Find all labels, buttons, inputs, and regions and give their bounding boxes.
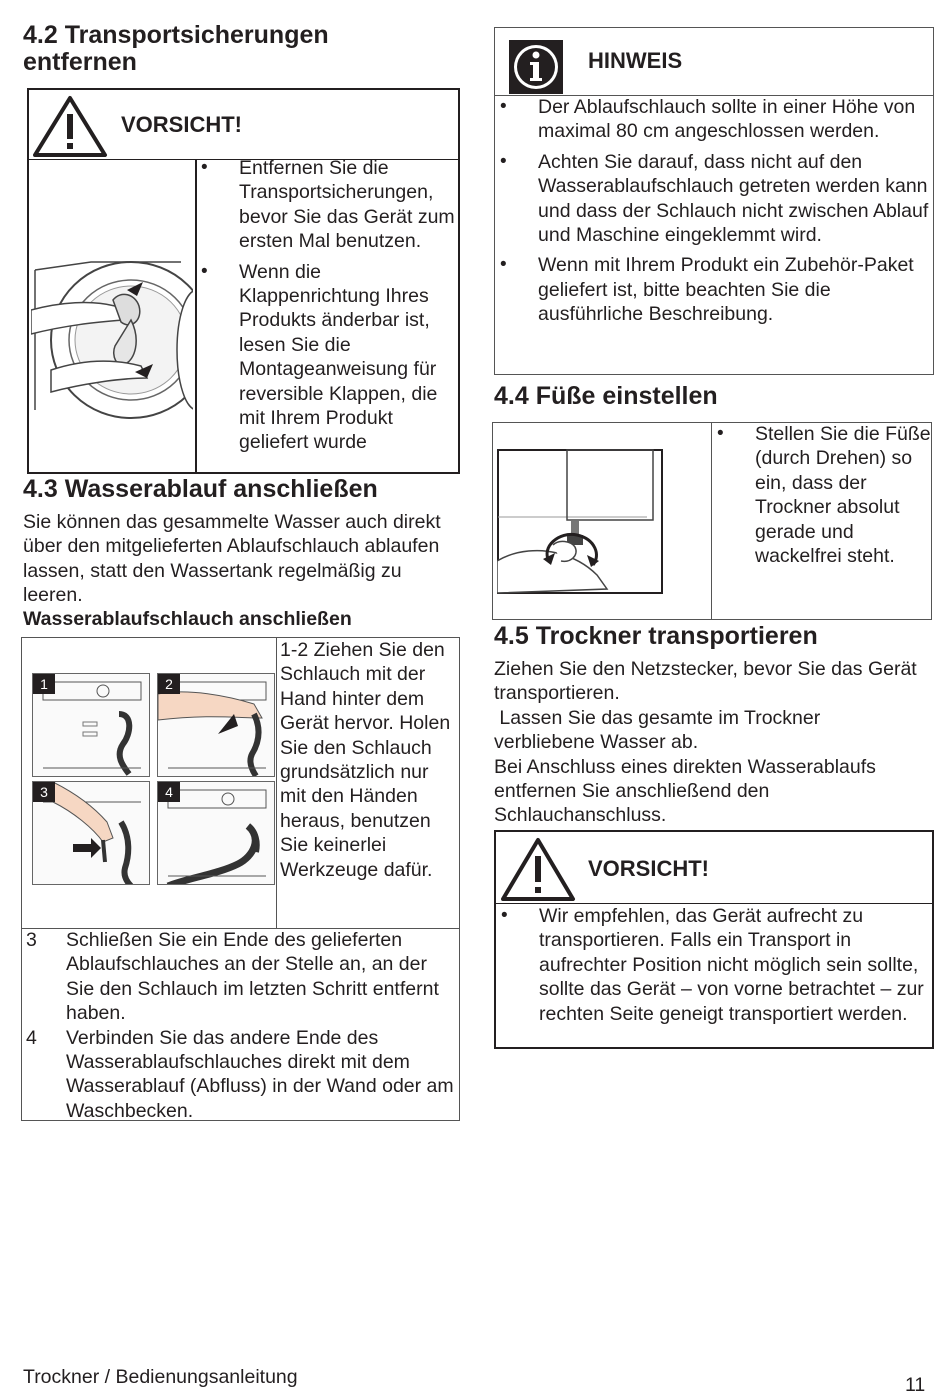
step-1-2-text: 1-2 Ziehen Sie den Schlauch mit der Hand hinter dem Gerät hervor. Holen Sie den Schlauch grundsätzlich nur mit den Händen heraus, benutzen Sie keinerlei Werkzeuge dafür. <box>280 639 451 881</box>
caution-bullet-list <box>196 156 458 461</box>
section-4-2-title-line2: entfernen <box>23 48 137 76</box>
caution-header <box>29 90 458 160</box>
caution-title: VORSICHT! <box>121 112 242 137</box>
table-divider-vertical <box>276 638 277 928</box>
step-text: Schließen Sie ein Ende des gelieferten Ablaufschlauches an der Stelle an, an der Sie den Schlauch im letzten Schritt entfernt haben. <box>66 929 439 1025</box>
section-4-2-title-line1: 4.2 Transportsicherungen <box>23 21 329 49</box>
feet-bullet-list <box>712 422 932 574</box>
step-1-image <box>32 673 150 777</box>
section-4-4-title: 4.4 Füße einstellen <box>494 382 718 410</box>
section-4-3-subtitle: Wasserablaufschlauch anschließen <box>23 608 352 630</box>
caution-title-2: VORSICHT! <box>588 856 709 881</box>
step-label-3: 3 <box>33 782 55 802</box>
caution-header-2 <box>496 832 932 904</box>
footer-title: Trockner / Bedienungsanleitung <box>23 1366 298 1388</box>
caution-box-transport <box>27 88 460 474</box>
page-number: 11 <box>905 1374 926 1395</box>
step-label-2: 2 <box>158 674 180 694</box>
caution-bullet: • Wenn die Klappenrichtung Ihres Produkts änderbar ist, lesen Sie die Montageanweisung für reversible Klappen, die mit Ihrem Produkt geliefert wurde <box>196 260 458 455</box>
step-2-image <box>157 673 275 777</box>
step-number: 4 <box>26 1026 37 1049</box>
note-bullet: • Der Ablaufschlauch sollte in einer Höhe von maximal 80 cm angeschlossen werden. <box>495 95 931 144</box>
note-bullet: • Achten Sie darauf, dass nicht auf den Wasserablaufschlauch getreten werden kann und dass der Schlauch nicht zwischen Ablauf und Maschine eingeklemmt wird. <box>495 150 931 248</box>
section-4-3-intro: Sie können das gesammelte Wasser auch direkt über den mitgelieferten Ablaufschlauch ablaufen lassen, statt den Wassertank regelmäßig zu leeren. <box>23 511 441 607</box>
warning-triangle-icon <box>500 836 576 902</box>
step-label-1: 1 <box>33 674 55 694</box>
note-box <box>494 27 934 375</box>
caution-bullet: • Entfernen Sie die Transportsicherungen, bevor Sie das Gerät zum ersten Mal benutzen. <box>196 156 458 254</box>
section-4-5-title: 4.5 Trockner transportieren <box>494 622 818 650</box>
step-3-image <box>32 781 150 885</box>
paragraph-line: Lassen Sie das gesamte im Trockner verbliebene Wasser ab. <box>494 706 826 754</box>
hose-steps-table <box>21 637 460 1121</box>
feet-table <box>492 422 932 620</box>
caution-bullet: • Wir empfehlen, das Gerät aufrecht zu transportieren. Falls ein Transport in aufrechter Position nicht möglich sein sollte, sollte das Gerät – von vorne betrachtet – zur rechten Seite geneigt transportiert werden. <box>496 904 932 1026</box>
paragraph-line: Bei Anschluss eines direkten Wasserablaufs entfernen Sie anschließend den Schlauchanschluss. <box>494 755 882 827</box>
step-item <box>22 1026 459 1124</box>
section-4-2-title <box>23 22 463 76</box>
feet-adjust-illustration <box>497 449 663 599</box>
note-title: HINWEIS <box>588 48 683 73</box>
paragraph-line: Ziehen Sie den Netzstecker, bevor Sie das Gerät transportieren. <box>494 658 923 705</box>
step-item <box>22 928 459 1026</box>
step-number: 3 <box>26 929 37 951</box>
section-4-3-title: 4.3 Wasserablauf anschließen <box>23 475 378 503</box>
step-label-4: 4 <box>158 782 180 802</box>
step-text: Verbinden Sie das andere Ende des Wasserablaufschlauches direkt mit dem Wasserablauf (Abfluss) in der Wand oder am Waschbecken. <box>66 1026 454 1122</box>
section-4-5-paragraph <box>494 657 924 828</box>
feet-bullet: • Stellen Sie die Füße (durch Drehen) so ein, dass der Trockner absolut gerade und wackelfrei steht. <box>712 422 932 568</box>
step-4-image <box>157 781 275 885</box>
note-bullet: • Wenn mit Ihrem Produkt ein Zubehör-Paket geliefert ist, bitte beachten Sie die ausführliche Beschreibung. <box>495 253 931 326</box>
note-header <box>495 28 933 96</box>
warning-triangle-icon <box>32 94 108 158</box>
caution-bullet-list-2 <box>496 904 932 1032</box>
caution-box-transport-dryer <box>494 830 934 1049</box>
numbered-steps <box>22 928 459 1123</box>
transport-lock-illustration <box>31 260 193 420</box>
note-bullet-list <box>495 95 931 333</box>
info-icon <box>509 40 563 94</box>
